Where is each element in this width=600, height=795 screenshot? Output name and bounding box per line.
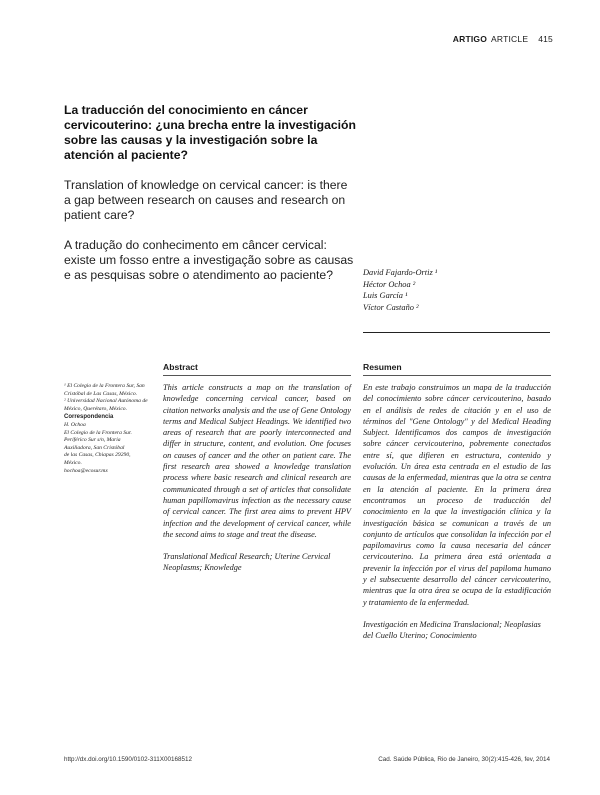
author-divider bbox=[363, 332, 550, 333]
correspondence-heading: Correspondencia bbox=[64, 414, 114, 420]
affiliation-1: ¹ El Colegio de la Frontera Sur, San Cristóbal de Las Casas, México. bbox=[64, 383, 145, 397]
abstract-heading: Abstract bbox=[163, 362, 198, 372]
resumen-section bbox=[363, 382, 551, 642]
author-3: Luis García ¹ bbox=[363, 291, 408, 300]
journal-citation: Cad. Saúde Pública, Rio de Janeiro, 30(2):415-426, fev, 2014 bbox=[378, 756, 550, 763]
header-artigo: ARTIGO bbox=[452, 34, 488, 44]
correspondence-line: de las Casas, Chiapas 29290, bbox=[64, 452, 131, 459]
title-english: Translation of knowledge on cervical cancer: is there a gap between research on causes and research on patient care? bbox=[64, 178, 348, 222]
abstract-keywords: Translational Medical Research; Uterine Cervical Neoplasms; Knowledge bbox=[163, 552, 331, 573]
abstract-section bbox=[163, 382, 351, 574]
author-list bbox=[363, 267, 553, 313]
author-2: Héctor Ochoa ² bbox=[363, 279, 416, 289]
page-number: 415 bbox=[538, 34, 553, 44]
correspondence-line: Auxiliadora, San Cristóbal bbox=[64, 444, 125, 451]
correspondence-name: H. Ochoa bbox=[64, 422, 86, 428]
resumen-heading: Resumen bbox=[363, 362, 402, 372]
header-article: ARTICLE bbox=[491, 34, 529, 44]
affiliation-2: ² Universidad Nacional Autónoma de México, Querétaro, México. bbox=[64, 398, 148, 412]
title-portuguese: A tradução do conhecimento em câncer cervical: existe um fosso entre a investigação sobre as causas e as pesquisas sobre o atendimento ao paciente? bbox=[64, 238, 354, 282]
resumen-divider bbox=[363, 375, 551, 376]
title-spanish: La traducción del conocimiento en cáncer cervicouterino: ¿una brecha entre la investigación sobre las causas y la investigación sobre la atención al paciente? bbox=[64, 103, 356, 162]
resumen-text: En este trabajo construimos un mapa de la traducción del conocimiento sobre cáncer cervicouterino, basado en el análisis de redes de citación y en el uso de términos del "Gene Ontology" y del Medical Heading Subject. Identificamos dos campos de investigación sobre cáncer cervicouterino, pobremente conectados entre sí, que difieren en estructura, contenido y evolución. Un área esta centrada en el estudio de las causas de la enfermedad, mientras que la otra se centra en la atención al paciente. En la primera área encontramos un proceso de traducción del conocimiento en la que la investigación clínica y la investigación básica se comunican a través de un conjunto de artículos que consolidan la infección por el papilomavirus como la causa necesaria del cáncer cervicouterino. La primera área está orientada a prevenir la infección por el virus del papiloma humano y el subsecuente desarrollo del cáncer cervicouterino, mientras que la otra área se ocupa de la estadificación y tratamiento de la enfermedad. bbox=[363, 383, 551, 607]
resumen-keywords: Investigación en Medicina Translacional; Neoplasias del Cuello Uterino; Conocimiento bbox=[363, 619, 541, 641]
correspondence-block bbox=[64, 422, 156, 475]
abstract-divider bbox=[163, 375, 351, 376]
correspondence-email[interactable]: hochoa@ecosur.mx bbox=[64, 467, 108, 474]
correspondence-line: El Colegio de la Frontera Sur. bbox=[64, 429, 132, 436]
correspondence-line: México. bbox=[64, 459, 82, 466]
abstract-text: This article constructs a map on the translation of knowledge concerning cervical cancer, based on citation networks analysis and the use of Gene Ontology terms and Medical Subject Headings. We identified two areas of research that are poorly interconnected and differ in structure, content, and evolution. One focuses on causes of cancer and the other on patient care. The first research area showed a knowledge translation process where basic research and clinical research are communicated through a set of articles that consolidate human papillomavirus infection as the necessary cause of cervical cancer. The first area aims to prevent HPV infection and the development of cervical cancer, while the second aims to stage and treat the disease. bbox=[163, 383, 351, 539]
affiliations bbox=[64, 383, 156, 413]
correspondence-line: Periférico Sur s/n, Maria bbox=[64, 437, 121, 444]
doi-link[interactable]: http://dx.doi.org/10.1590/0102-311X00168512 bbox=[64, 756, 193, 763]
author-1: David Fajardo-Ortiz ¹ bbox=[363, 268, 438, 277]
running-header bbox=[453, 34, 553, 44]
author-4: Víctor Castaño ² bbox=[363, 302, 419, 312]
